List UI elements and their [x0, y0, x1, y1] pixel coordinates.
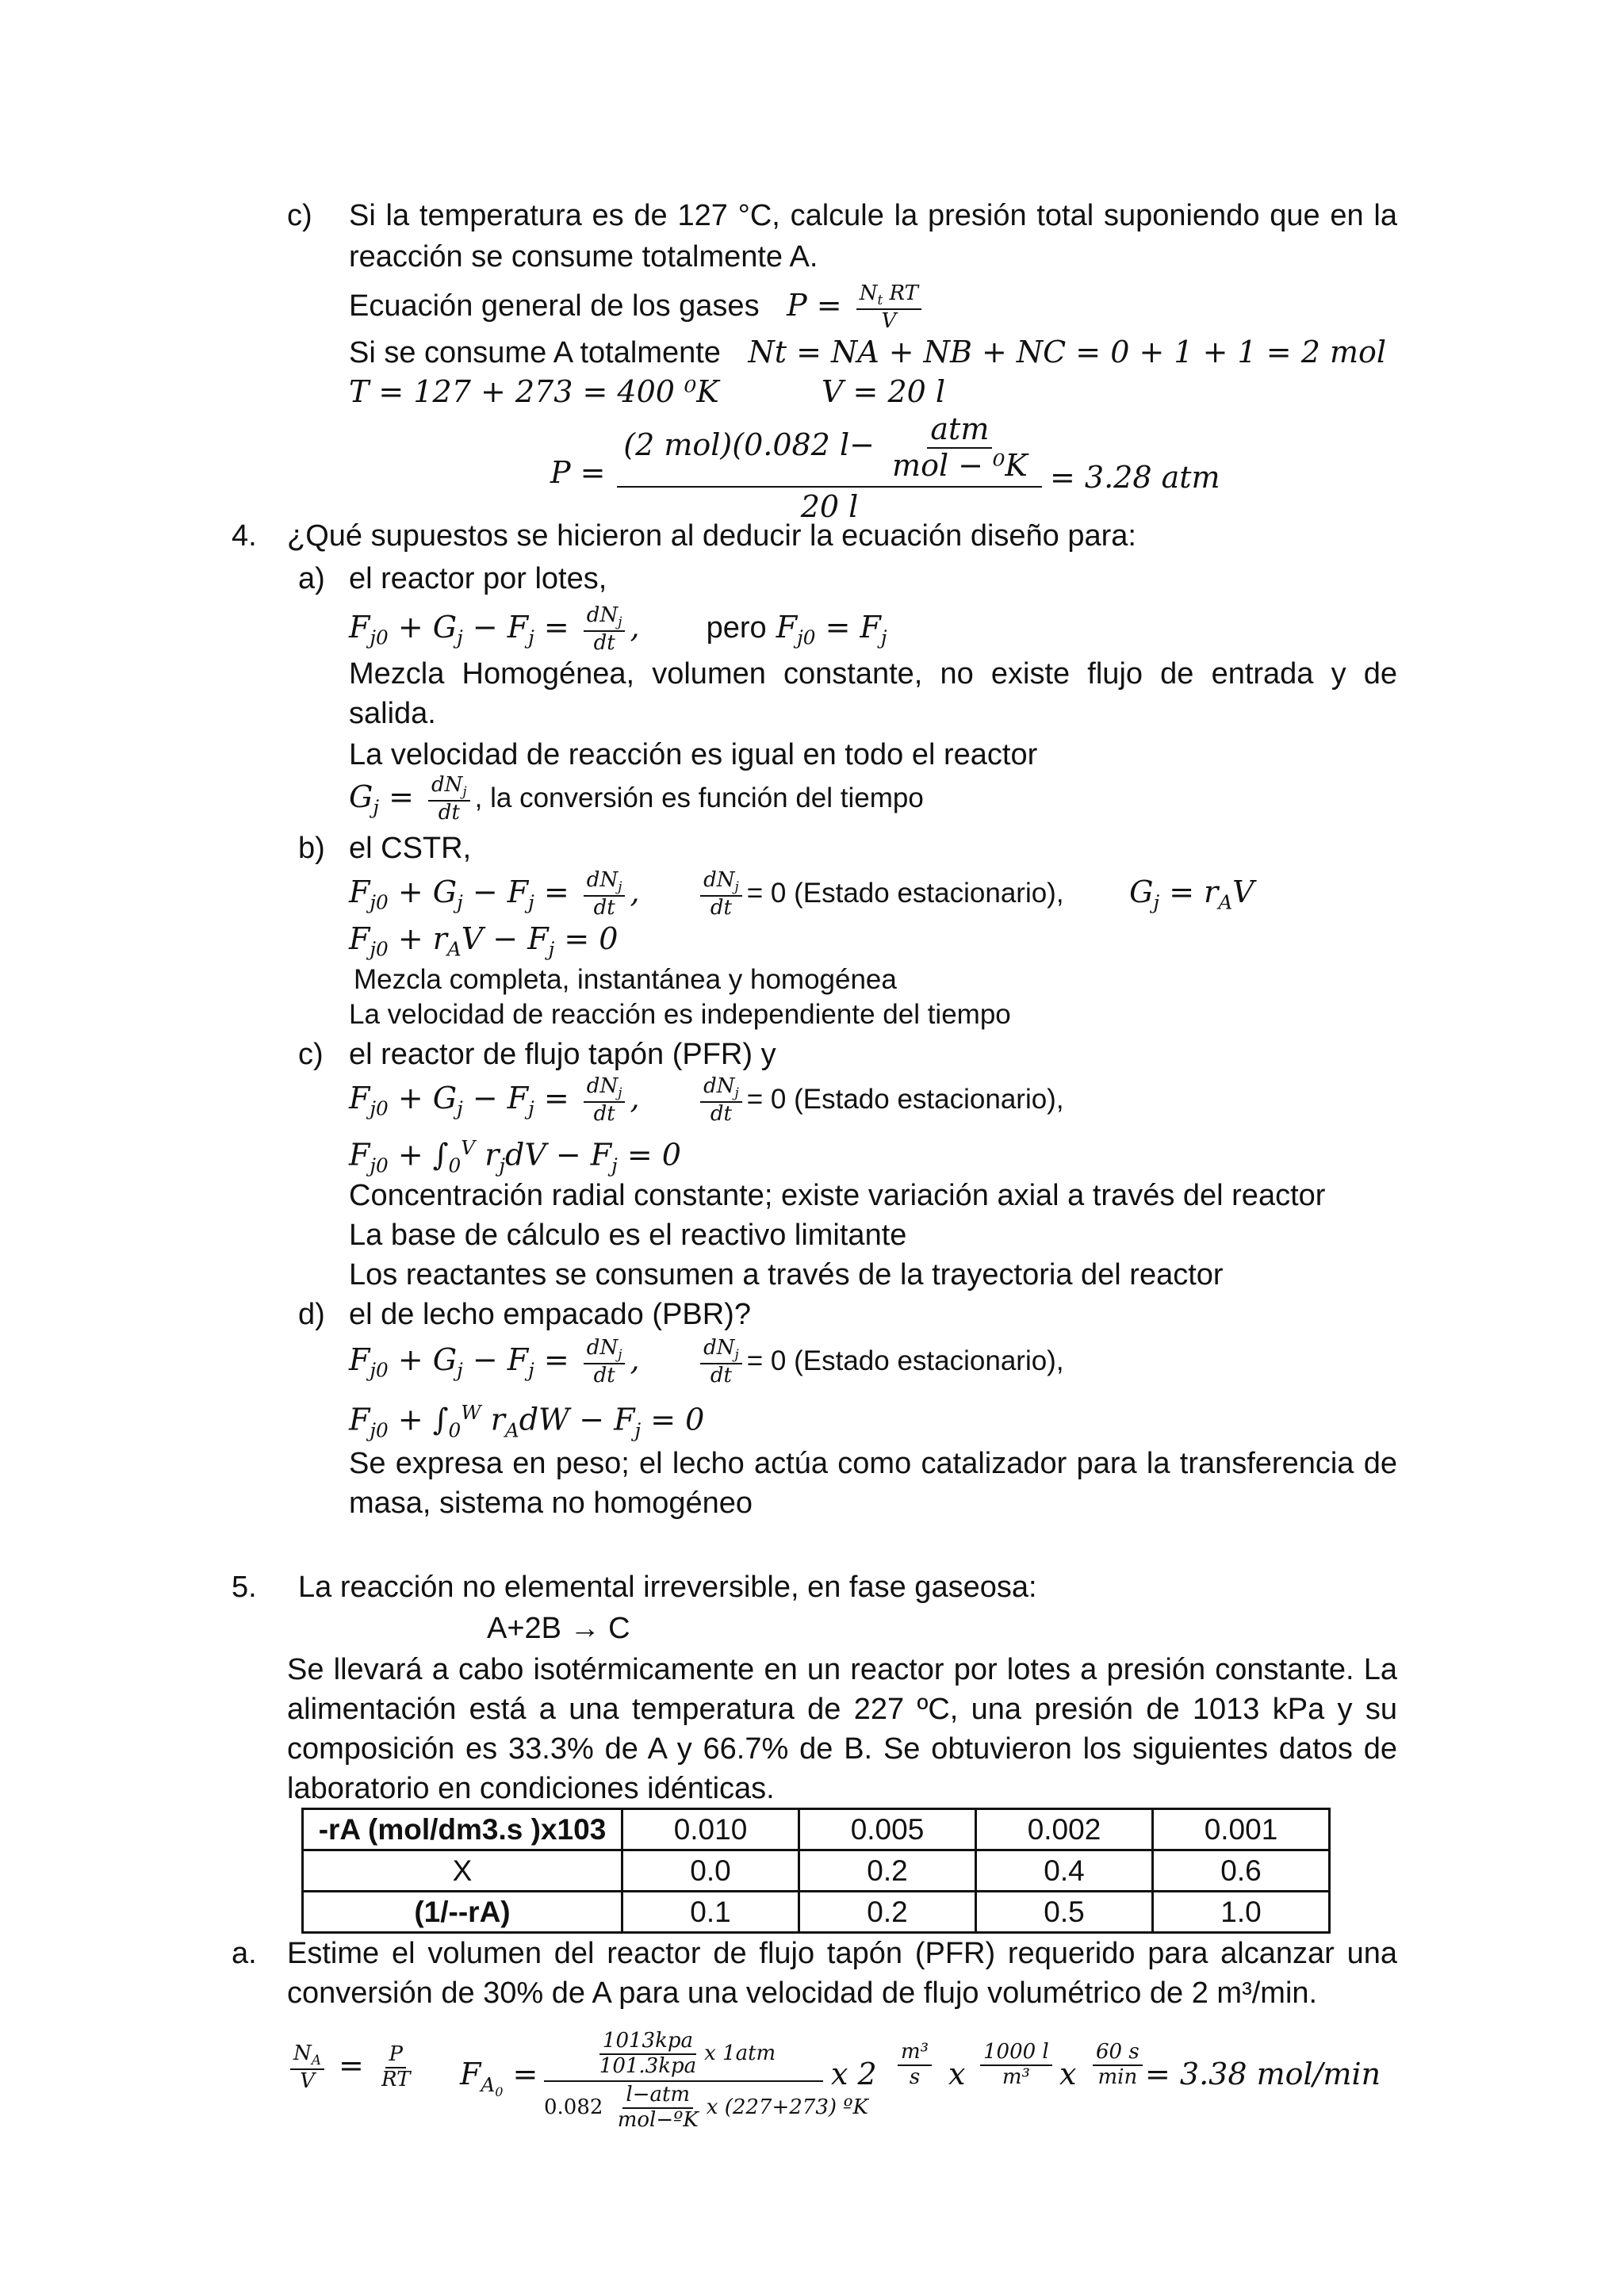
table-cell: 0.2	[799, 1850, 976, 1892]
table-row	[303, 1892, 1330, 1933]
volume-equation: V = 20 l	[822, 374, 946, 409]
molar-flow-result: = 3.38 mol/min	[1145, 2057, 1381, 2091]
q4a-text3: , la conversión es función del tiempo	[474, 782, 924, 813]
m3-unit: m³	[898, 2041, 932, 2066]
seconds-60: 60 s	[1093, 2041, 1143, 2066]
row3-label: (1/--rA)	[303, 1892, 622, 1933]
q4b-marker: b)	[298, 832, 325, 865]
q5-reaction: A+2B → C	[487, 1612, 630, 1645]
row2-label: X	[303, 1850, 622, 1892]
x-term-2: x	[1059, 2057, 1077, 2091]
q4-question: ¿Qué supuestos se hicieron al deducir la ecuación diseño para:	[287, 519, 1136, 553]
table-cell: 0.4	[976, 1850, 1153, 1892]
q4a-text1b: salida.	[349, 697, 436, 730]
x2-term: x 2	[831, 2057, 877, 2091]
q5a-line2: conversión de 30% de A para una velocidad de flujo volumétrico de 2 m³/min.	[287, 1976, 1318, 2010]
l-atm: l−atm	[622, 2084, 693, 2109]
pressure-atm: atm	[927, 412, 992, 449]
q4d-marker: d)	[298, 1298, 325, 1331]
q4a-balance-equation: $F_{j0} + G_j - F_j$ = $\frac{dN_j}{dt}$ , pero $F_{j0} = F_j$	[349, 603, 887, 655]
pressure-molk: mol − ⁰K	[892, 447, 1028, 483]
min-unit: min	[1097, 2064, 1138, 2089]
q4c-text3: Los reactantes se consumen a través de la trayectoria del reactor	[349, 1258, 1224, 1292]
part-c-line1: Si la temperatura es de 127 °C, calcule la presión total suponiendo que en la	[349, 199, 1397, 232]
q4c-integral-equation: $F_{j0} + \int_0^V$ $r_jdV - F_j = 0$	[349, 1136, 681, 1177]
q4b-steady: = 0 (Estado estacionario),	[746, 877, 1064, 909]
q5-marker: 5.	[232, 1571, 257, 1604]
q4c-balance-line: $F_{j0} + G_j - F_j$ = $\frac{dN_j}{dt}$ , $\frac{dN_j}{dt}$ = 0 (Estado estacionario),	[349, 1074, 1064, 1126]
temperature-equation: T = 127 + 273 = 400 ⁰K	[349, 374, 719, 409]
q4d-text1: Se expresa en peso; el lecho actúa como catalizador para la transferencia de	[349, 1447, 1397, 1480]
table-cell: 1.0	[1153, 1892, 1330, 1933]
table-cell: 0.005	[799, 1809, 976, 1850]
m3-unit-2: m³	[1002, 2064, 1030, 2089]
q4a-text1a: Mezcla Homogénea, volumen constante, no existe flujo de entrada y de	[349, 657, 1397, 691]
pressure-result: = 3.28 atm	[1050, 460, 1220, 495]
q4b-text1: Mezcla completa, instantánea y homogénea	[354, 964, 897, 995]
table-cell: 0.2	[799, 1892, 976, 1933]
q4d-title: el de lecho empacado (PBR)?	[349, 1298, 751, 1331]
q4d-integral-equation: $F_{j0} + \int_0^W$ $r_AdW - F_j = 0$	[349, 1401, 705, 1442]
q5-p2: alimentación está a una temperatura de 227 ºC, una presión de 1013 kPa y su	[287, 1693, 1397, 1726]
gas-equation-formula: P = $\frac{N_t RT}{V}$	[787, 288, 926, 323]
table-cell: 0.5	[976, 1892, 1153, 1933]
q4a-title: el reactor por lotes,	[349, 562, 607, 595]
q4b-balance-line: $F_{j0} + G_j - F_j$ = $\frac{dN_j}{dt}$ , $\frac{dN_j}{dt}$ = 0 (Estado estacionario), $G_j = r_AV$	[349, 868, 1254, 920]
q4d-text2: masa, sistema no homogéneo	[349, 1487, 753, 1520]
q4c-title: el reactor de flujo tapón (PFR) y	[349, 1038, 776, 1071]
part-c-marker: c)	[287, 199, 312, 232]
q4-marker: 4.	[232, 519, 257, 553]
q5-p4: laboratorio en condiciones idénticas.	[287, 1772, 775, 1805]
lab-data-table	[301, 1808, 1331, 1934]
table-cell: 0.001	[1153, 1809, 1330, 1850]
mol-k: mol−ºK	[617, 2107, 699, 2132]
part-c-line2: reacción se consume totalmente A.	[349, 240, 818, 274]
table-cell: 0.002	[976, 1809, 1153, 1850]
table-cell: 0.010	[622, 1809, 799, 1850]
nt-equation: Nt = NA + NB + NC = 0 + 1 + 1 = 2 mol	[748, 335, 1387, 369]
q4c-text1: Concentración radial constante; existe variación axial a través del reactor	[349, 1179, 1326, 1212]
table-row	[303, 1809, 1330, 1850]
consume-label: Si se consume A totalmente	[349, 336, 721, 369]
q4d-balance-line: $F_{j0} + G_j - F_j$ = $\frac{dN_j}{dt}$ , $\frac{dN_j}{dt}$ = 0 (Estado estacionario),	[349, 1336, 1064, 1387]
x-atm: x 1atm	[704, 2041, 776, 2065]
table-cell: 0.1	[622, 1892, 799, 1933]
q4b-title: el CSTR,	[349, 832, 472, 865]
x-term-1: x	[948, 2057, 966, 2091]
q4a-text2: La velocidad de reacción es igual en todo el reactor	[349, 738, 1038, 771]
table-cell: 0.6	[1153, 1850, 1330, 1892]
r-constant: 0.082	[544, 2095, 603, 2119]
q5a-marker: a.	[232, 1937, 257, 1970]
q4a-marker: a)	[298, 562, 325, 595]
consume-line	[349, 333, 1386, 372]
q5a-line1: Estime el volumen del reactor de flujo tapón (PFR) requerido para alcanzar una	[287, 1937, 1397, 1970]
row1-label: -rA (mol/dm3.s )x103	[303, 1809, 622, 1850]
q5-p1: Se llevará a cabo isotérmicamente en un reactor por lotes a presión constante. La	[287, 1653, 1397, 1686]
liters-1000: 1000 l	[980, 2041, 1052, 2066]
q4c-marker: c)	[298, 1038, 324, 1071]
kpa-denominator: 101.3kpa	[599, 2053, 697, 2078]
q4d-steady: = 0 (Estado estacionario),	[746, 1345, 1064, 1376]
q4c-steady: = 0 (Estado estacionario),	[746, 1083, 1064, 1115]
kpa-numerator: 1013kpa	[599, 2030, 696, 2055]
s-unit: s	[909, 2064, 921, 2089]
q4c-text2: La base de cálculo es el reactivo limitante	[349, 1219, 907, 1252]
temperature-term: x (227+273) ºK	[706, 2095, 868, 2119]
q5-title: La reacción no elemental irreversible, en fase gaseosa:	[298, 1571, 1037, 1604]
pressure-denominator: 20 l	[800, 489, 859, 525]
q4b-equation2: $F_{j0} + r_AV - F_j = 0$	[349, 921, 619, 961]
q4b-text2: La velocidad de reacción es independiente del tiempo	[349, 999, 1011, 1030]
gas-equation-label: Ecuación general de los gases	[349, 289, 760, 323]
pressure-numerator: (2 mol)(0.082 l−	[623, 427, 875, 463]
q4a-gj-line: $G_j$ = $\frac{dN_j}{dt}$ , la conversión es función del tiempo	[349, 773, 924, 825]
table-cell: 0.0	[622, 1850, 799, 1892]
table-row	[303, 1850, 1330, 1892]
q5-p3: composición es 33.3% de A y 66.7% de B. Se obtuvieron los siguientes datos de	[287, 1732, 1397, 1766]
gas-equation-line	[349, 282, 926, 334]
q4a-pero: pero	[706, 610, 767, 645]
